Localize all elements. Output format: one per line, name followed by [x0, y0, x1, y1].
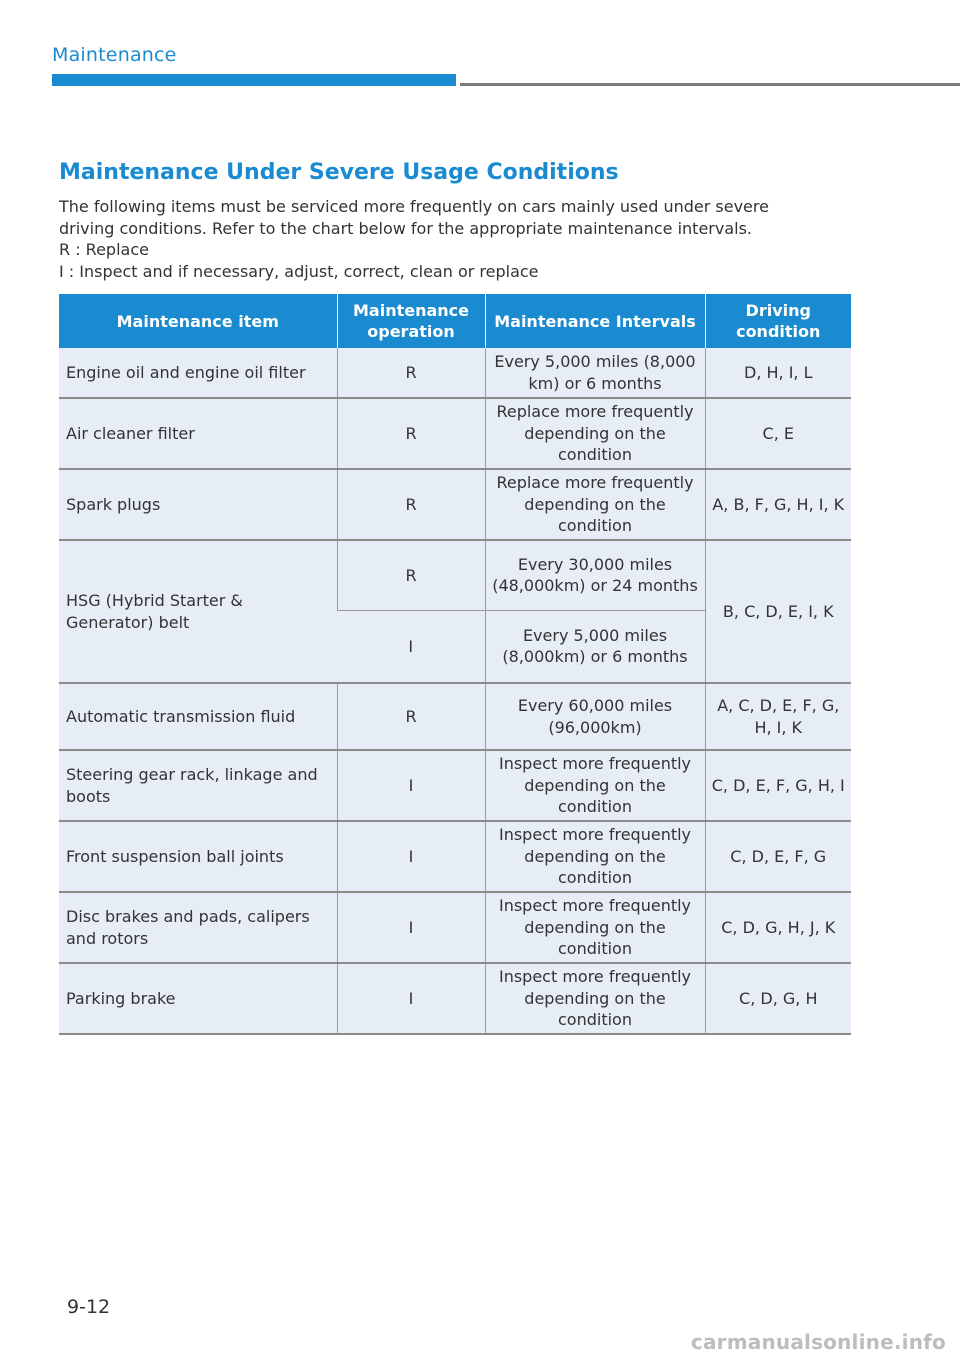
item-cell: Automatic transmission fluid: [59, 683, 337, 750]
table-header-row: [59, 294, 851, 348]
header-title: Maintenance: [52, 44, 177, 66]
maintenance-table: [59, 294, 851, 1035]
condition-cell: C, D, G, H: [705, 963, 851, 1034]
operation-cell: I: [337, 610, 485, 683]
operation-cell: I: [337, 963, 485, 1034]
item-cell: Parking brake: [59, 963, 337, 1034]
watermark: carmanualsonline.info: [690, 1330, 946, 1354]
section-title: Maintenance Under Severe Usage Conditions: [59, 160, 619, 185]
item-cell: Steering gear rack, linkage and boots: [59, 750, 337, 821]
operation-cell: R: [337, 683, 485, 750]
column-header-condition: Driving condition: [705, 294, 851, 348]
intro-text: [59, 196, 859, 282]
interval-cell: Inspect more frequently depending on the condition: [485, 750, 705, 821]
header-accent-bar: [52, 74, 456, 86]
operation-cell: I: [337, 750, 485, 821]
column-header-item: Maintenance item: [59, 294, 337, 348]
table-row: [59, 348, 851, 398]
item-cell: Air cleaner filter: [59, 398, 337, 469]
legend-inspect: I : Inspect and if necessary, adjust, correct, clean or replace: [59, 261, 539, 281]
interval-cell: Every 60,000 miles (96,000km): [485, 683, 705, 750]
interval-cell: Replace more frequently depending on the condition: [485, 469, 705, 540]
page-number: 9-12: [67, 1296, 111, 1318]
legend-replace: R : Replace: [59, 240, 149, 259]
interval-cell: Inspect more frequently depending on the condition: [485, 821, 705, 892]
item-cell: Disc brakes and pads, calipers and rotors: [59, 892, 337, 963]
interval-cell: Every 30,000 miles (48,000km) or 24 months: [485, 540, 705, 610]
condition-cell: B, C, D, E, I, K: [705, 540, 851, 683]
operation-cell: R: [337, 469, 485, 540]
item-cell: Spark plugs: [59, 469, 337, 540]
table-row: [59, 821, 851, 892]
table-row: [59, 750, 851, 821]
column-header-operation: Maintenance operation: [337, 294, 485, 348]
column-header-intervals: Maintenance Intervals: [485, 294, 705, 348]
condition-cell: C, E: [705, 398, 851, 469]
interval-cell: Replace more frequently depending on the condition: [485, 398, 705, 469]
header-rule: [460, 83, 960, 86]
table-row: [59, 892, 851, 963]
table-row: [59, 683, 851, 750]
condition-cell: C, D, G, H, J, K: [705, 892, 851, 963]
interval-cell: Every 5,000 miles (8,000km) or 6 months: [485, 610, 705, 683]
table-row: [59, 469, 851, 540]
condition-cell: D, H, I, L: [705, 348, 851, 398]
operation-cell: R: [337, 540, 485, 610]
table-row: [59, 398, 851, 469]
operation-cell: I: [337, 892, 485, 963]
item-cell: HSG (Hybrid Starter & Generator) belt: [59, 540, 337, 683]
item-cell: Front suspension ball joints: [59, 821, 337, 892]
condition-cell: C, D, E, F, G, H, I: [705, 750, 851, 821]
condition-cell: A, C, D, E, F, G, H, I, K: [705, 683, 851, 750]
condition-cell: C, D, E, F, G: [705, 821, 851, 892]
interval-cell: Inspect more frequently depending on the condition: [485, 963, 705, 1034]
item-cell: Engine oil and engine oil filter: [59, 348, 337, 398]
intro-line: The following items must be serviced more frequently on cars mainly used under severe: [59, 197, 769, 216]
interval-cell: Inspect more frequently depending on the condition: [485, 892, 705, 963]
interval-cell: Every 5,000 miles (8,000 km) or 6 months: [485, 348, 705, 398]
intro-line: driving conditions. Refer to the chart below for the appropriate maintenance intervals.: [59, 218, 752, 238]
operation-cell: I: [337, 821, 485, 892]
table-row: [59, 540, 851, 610]
condition-cell: A, B, F, G, H, I, K: [705, 469, 851, 540]
table-row: [59, 963, 851, 1034]
operation-cell: R: [337, 398, 485, 469]
operation-cell: R: [337, 348, 485, 398]
